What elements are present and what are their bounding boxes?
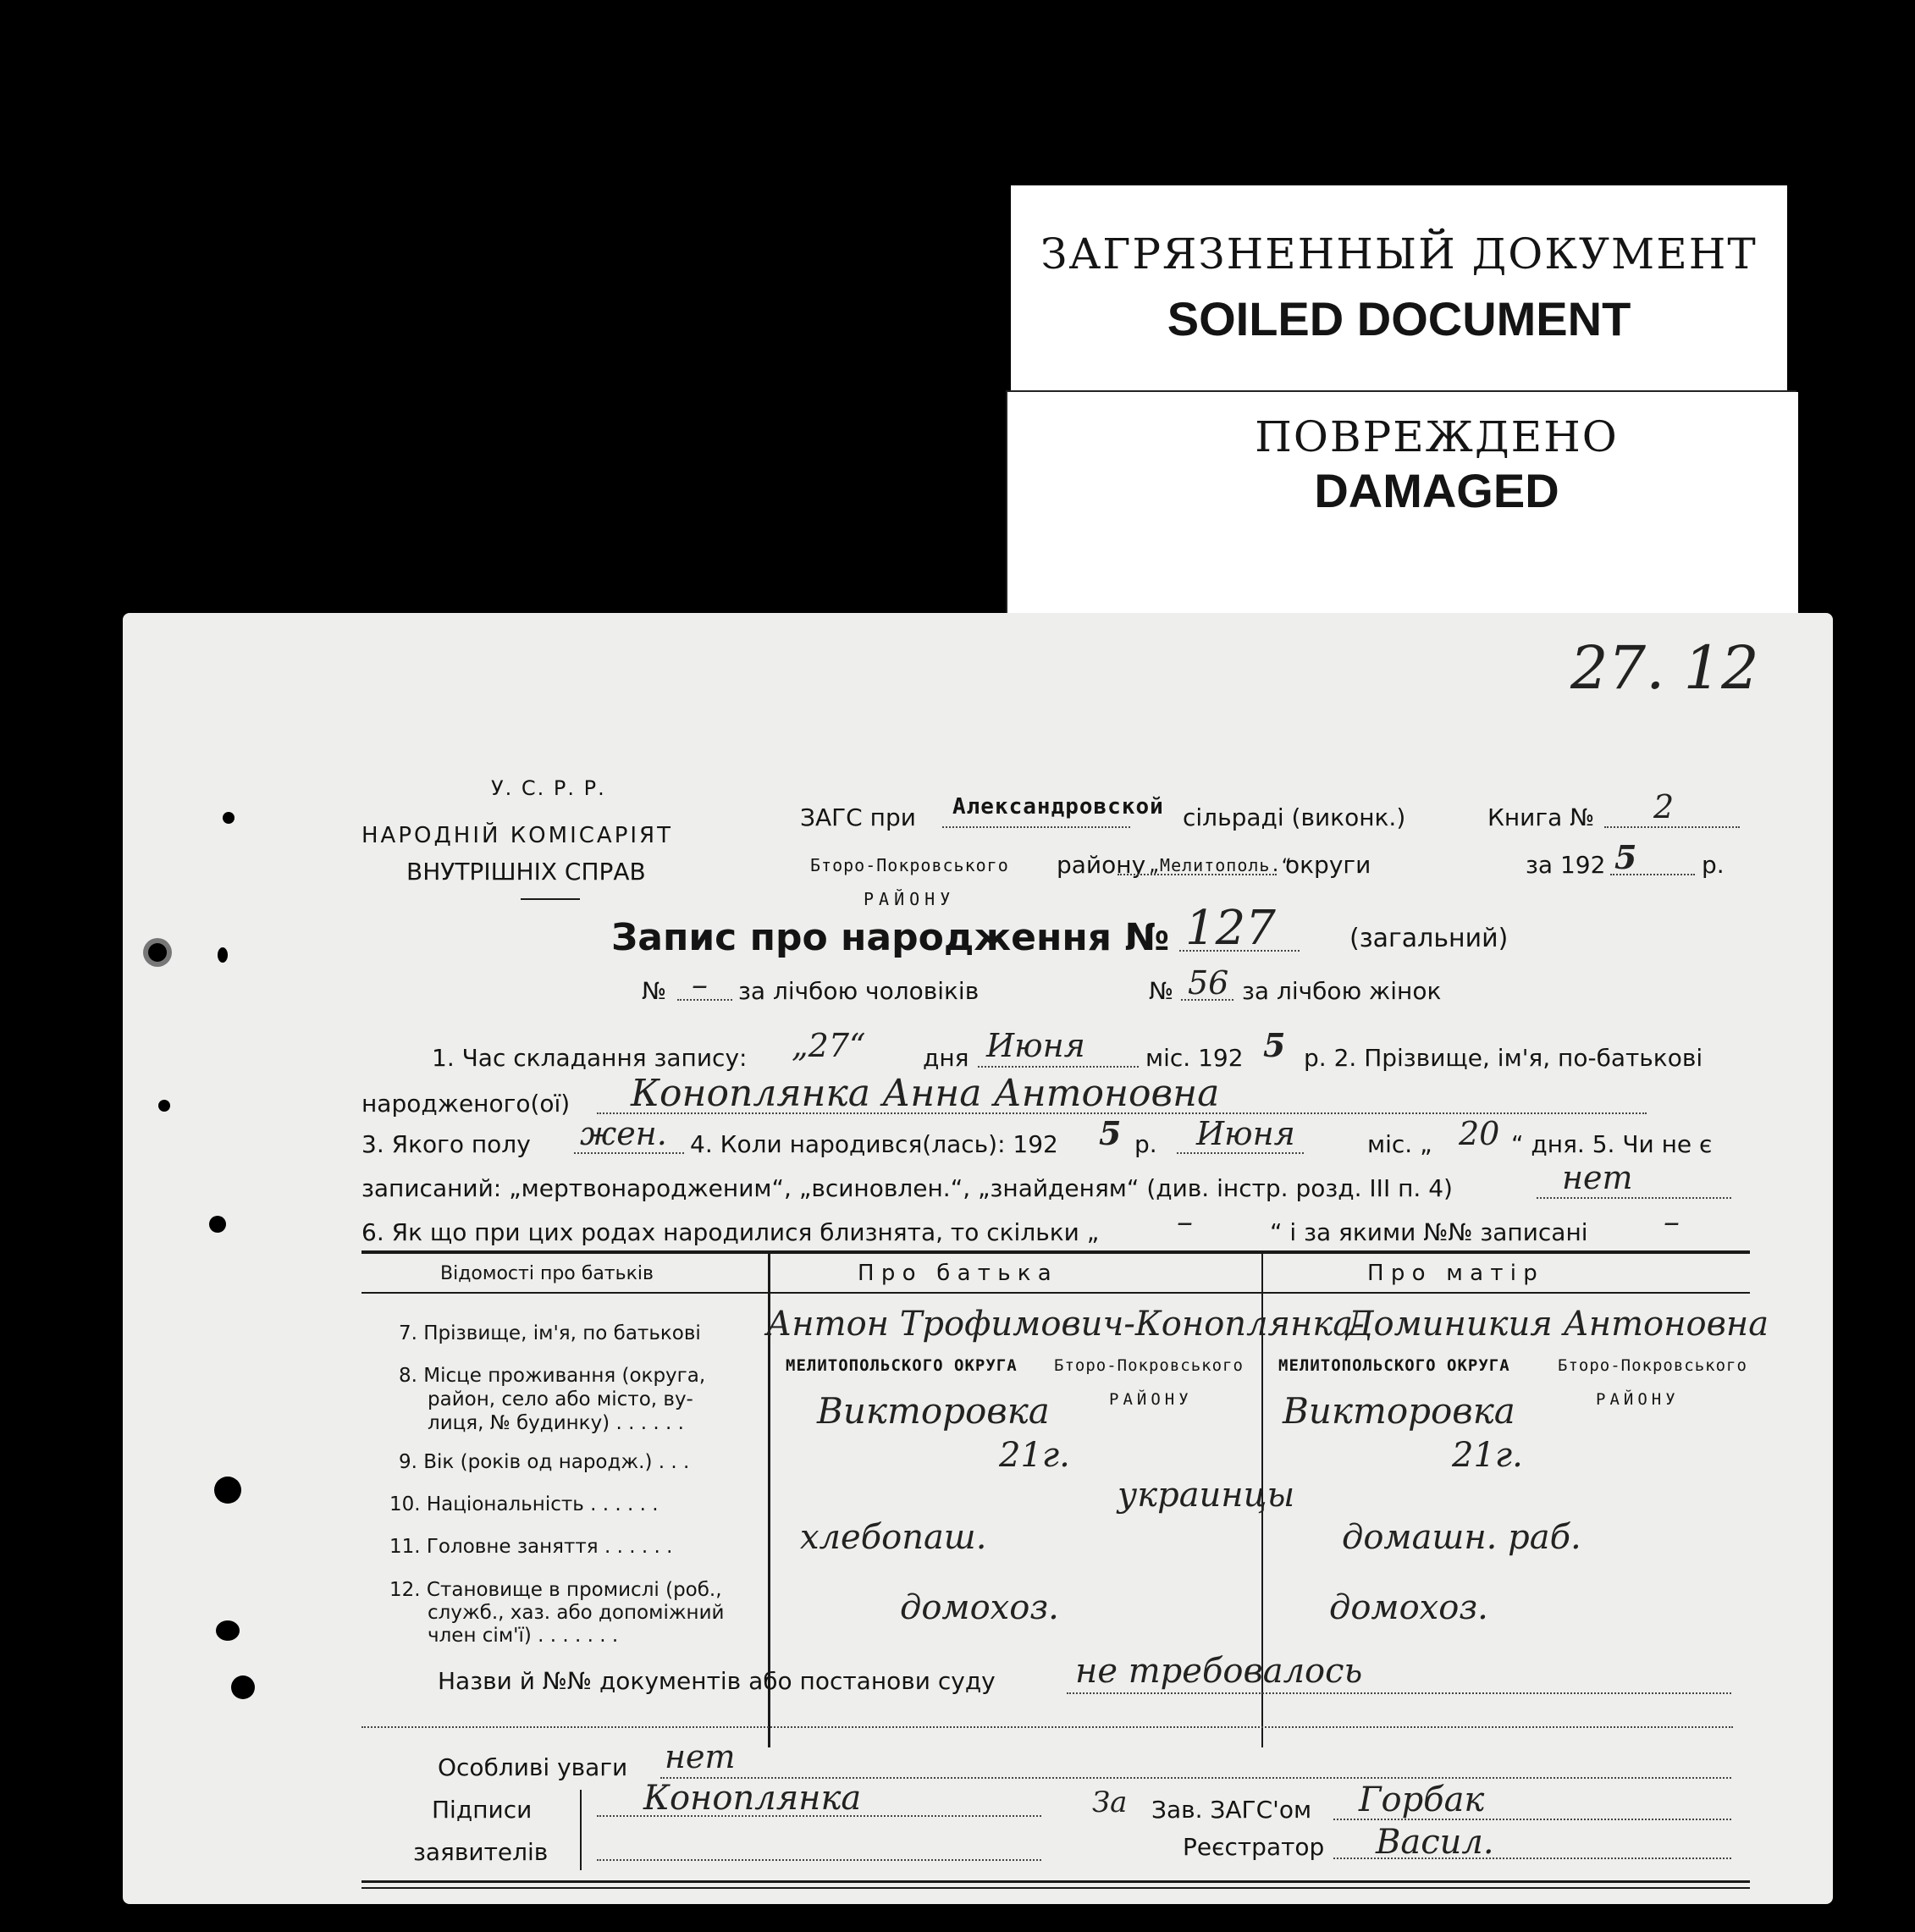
field-2-label: р. 2. Прізвище, ім'я, по-батькові	[1304, 1044, 1703, 1072]
fill-line	[677, 999, 732, 1001]
punch-hole	[223, 812, 235, 824]
birth-month: Июня	[1196, 1115, 1295, 1152]
damaged-label-en: DAMAGED	[1314, 464, 1559, 517]
commissariat-line-1: НАРОДНІЙ КОМІСАРІЯТ	[361, 823, 673, 848]
table-col-mother: П р о м а т і р	[1367, 1261, 1537, 1286]
father-district-stamp: Бторо-Покровського	[1054, 1356, 1244, 1375]
child-name: Коноплянка Анна Антоновна	[631, 1072, 1220, 1115]
birth-year: 5	[1099, 1114, 1122, 1152]
fill-line	[597, 1815, 1041, 1817]
fill-line	[597, 1859, 1041, 1861]
rayonu-stamp: РАЙОНУ	[864, 889, 956, 909]
district-label: району	[1057, 851, 1146, 879]
born-label: народженого(ої)	[361, 1090, 571, 1118]
birth-day: 20	[1459, 1115, 1500, 1152]
father-status: домохоз.	[900, 1588, 1059, 1627]
fill-line	[942, 826, 1130, 828]
nationality: украинцы	[1118, 1476, 1295, 1515]
fill-line	[1610, 874, 1695, 875]
punch-hole	[231, 1675, 255, 1699]
fill-line	[1177, 1152, 1304, 1154]
head-signature: Горбак	[1359, 1780, 1485, 1819]
record-month-label: міс. 192	[1145, 1044, 1244, 1072]
fill-line	[1333, 1819, 1731, 1820]
punch-hole	[216, 1620, 240, 1641]
district-stamp: Бторо-Покровського	[810, 855, 1009, 875]
table-col-father: П р о б а т ь к а	[858, 1261, 1051, 1286]
table-col-info: Відомості про батьків	[440, 1263, 654, 1284]
mother-age: 21г.	[1452, 1436, 1523, 1475]
birth-year-suffix: р.	[1134, 1130, 1157, 1158]
corner-note: 27. 12	[1570, 633, 1759, 703]
men-count-label: №	[642, 977, 667, 1005]
signature-divider	[580, 1790, 582, 1870]
fill-line	[1179, 950, 1300, 952]
mother-district-stamp: Бторо-Покровського	[1558, 1356, 1747, 1375]
women-count-text: за лічбою жінок	[1242, 977, 1442, 1005]
damaged-label-ru: ПОВРЕЖДЕНО	[1255, 412, 1619, 461]
field-3-label: 3. Якого полу	[361, 1130, 531, 1158]
applicant-signature: Коноплянка	[643, 1779, 862, 1818]
record-number: 127	[1185, 901, 1276, 956]
father-name: Антон Трофимович-Коноплянка-	[766, 1305, 1365, 1344]
fill-line	[597, 1112, 1647, 1114]
damaged-document-label	[1007, 392, 1798, 631]
commissariat-line-2: ВНУТРІШНІХ СПРАВ	[406, 858, 646, 886]
fill-line	[574, 1152, 684, 1154]
fill-line	[1333, 1857, 1731, 1859]
book-label: Книга №	[1487, 803, 1595, 831]
father-rayonu-stamp: РАЙОНУ	[1109, 1390, 1193, 1409]
men-count-text: за лічбою чоловіків	[738, 977, 980, 1005]
women-count-label: №	[1149, 977, 1174, 1005]
fill-line	[978, 1066, 1139, 1068]
father-okrug-stamp: МЕЛИТОПОЛЬСКОГО ОКРУГА	[786, 1356, 1018, 1375]
field-4-label: 4. Коли народився(лась): 192	[690, 1130, 1058, 1158]
head-prefix: За	[1092, 1786, 1128, 1819]
row-11-label: 11. Головне заняття . . . . . .	[389, 1536, 673, 1558]
bottom-rule	[361, 1880, 1750, 1883]
father-age: 21г.	[999, 1436, 1070, 1475]
field-1-label: 1. Час складання запису:	[432, 1044, 748, 1072]
divider	[521, 898, 580, 900]
table-top-rule	[361, 1250, 1750, 1254]
punch-hole	[209, 1216, 226, 1233]
stillborn-value: нет	[1562, 1159, 1633, 1196]
record-month: Июня	[986, 1027, 1085, 1064]
twins-count: –	[1177, 1203, 1193, 1240]
fill-line	[1604, 826, 1740, 828]
row-7-label: 7. Прізвище, ім'я, по батькові	[399, 1322, 701, 1344]
father-occupation: хлебопаш.	[800, 1518, 987, 1557]
punch-hole	[214, 1477, 241, 1504]
row-8-label-c: лиця, № будинку) . . . . . .	[428, 1412, 684, 1434]
record-day: „27“	[792, 1027, 866, 1064]
registrar-label: Реєстратор	[1183, 1833, 1325, 1861]
remarks-value: нет	[665, 1738, 736, 1775]
birth-month-label: міс. „	[1367, 1130, 1432, 1158]
applicants-label: заявителів	[413, 1838, 549, 1866]
documents-label: Назви й №№ документів або постанови суду	[438, 1667, 996, 1695]
men-count-value: –	[692, 966, 708, 1003]
head-label: Зав. ЗАГС'ом	[1151, 1796, 1312, 1824]
mother-rayonu-stamp: РАЙОНУ	[1596, 1390, 1680, 1409]
row-12-label-a: 12. Становище в промислі (роб.,	[389, 1579, 722, 1601]
row-12-label-b: служб., хаз. або допоміжний	[428, 1602, 725, 1624]
row-8-label-a: 8. Місце проживання (округа,	[399, 1365, 706, 1387]
registrar-signature: Васил.	[1376, 1823, 1494, 1862]
year-suffix: р.	[1702, 851, 1725, 879]
women-count-value: 56	[1188, 964, 1229, 1002]
fill-line	[1067, 1692, 1731, 1694]
day-word: дня	[923, 1044, 969, 1072]
year-digit: 5	[1614, 838, 1637, 876]
soiled-label-ru: ЗАГРЯЗНЕННЫЙ ДОКУМЕНТ	[1040, 229, 1758, 279]
field-6-label: 6. Як що при цих родах народилися близнята, то скільки „	[361, 1218, 1100, 1246]
mother-okrug-stamp: МЕЛИТОПОЛЬСКОГО ОКРУГА	[1278, 1356, 1510, 1375]
zags-suffix: сільраді (виконк.)	[1183, 803, 1406, 831]
year-label: за 192	[1526, 851, 1606, 879]
punch-hole	[218, 947, 228, 963]
book-number: 2	[1653, 788, 1675, 825]
mother-occupation: домашн. раб.	[1342, 1518, 1581, 1557]
table-header-rule	[361, 1292, 1750, 1294]
record-title: Запис про народження №	[611, 916, 1170, 959]
field-5-text: записаний: „мертвонародженим“, „всиновлен.“, „знайденям“ (див. інстр. розд. III п. 4)	[361, 1174, 1453, 1202]
usrr-heading: У. С. Р. Р.	[491, 776, 606, 800]
fill-line	[361, 1726, 1733, 1728]
zags-prefix: ЗАГС при	[800, 803, 916, 831]
row-8-label-b: район, село або місто, ву-	[428, 1388, 693, 1410]
row-10-label: 10. Національність . . . . . .	[389, 1493, 659, 1515]
field-6-mid: “ і за якими №№ записані	[1270, 1218, 1588, 1246]
okrug-label: округи	[1285, 851, 1371, 879]
signatures-label: Підписи	[432, 1796, 533, 1824]
mother-name: Доминикия Антоновна	[1346, 1305, 1769, 1344]
fill-line	[1181, 999, 1233, 1001]
field-5-label: “ дня. 5. Чи не є	[1511, 1130, 1713, 1158]
child-sex: жен.	[580, 1115, 667, 1152]
documents-value: не требовалось	[1075, 1652, 1363, 1691]
punch-hole	[158, 1100, 170, 1112]
birth-record-card	[123, 613, 1833, 1904]
row-9-label: 9. Вік (років од народж.) . . .	[399, 1451, 690, 1473]
father-place: Викторовка	[817, 1390, 1050, 1432]
remarks-label: Особливі уваги	[438, 1753, 628, 1781]
record-year: 5	[1263, 1026, 1286, 1064]
okrug-stamp: „Мелитополь.“	[1149, 855, 1293, 875]
row-12-label-c: член сім'ї) . . . . . . .	[428, 1625, 619, 1647]
twins-records: –	[1664, 1203, 1680, 1240]
soiled-document-label	[1011, 185, 1787, 404]
bottom-rule	[361, 1887, 1750, 1889]
fill-line	[1537, 1197, 1731, 1199]
general-label: (загальний)	[1349, 924, 1509, 953]
punch-hole	[148, 943, 167, 962]
soiled-label-en: SOILED DOCUMENT	[1167, 292, 1631, 345]
mother-place: Викторовка	[1283, 1390, 1515, 1432]
zags-village-stamp: Александровской	[952, 794, 1164, 820]
mother-status: домохоз.	[1329, 1588, 1488, 1627]
